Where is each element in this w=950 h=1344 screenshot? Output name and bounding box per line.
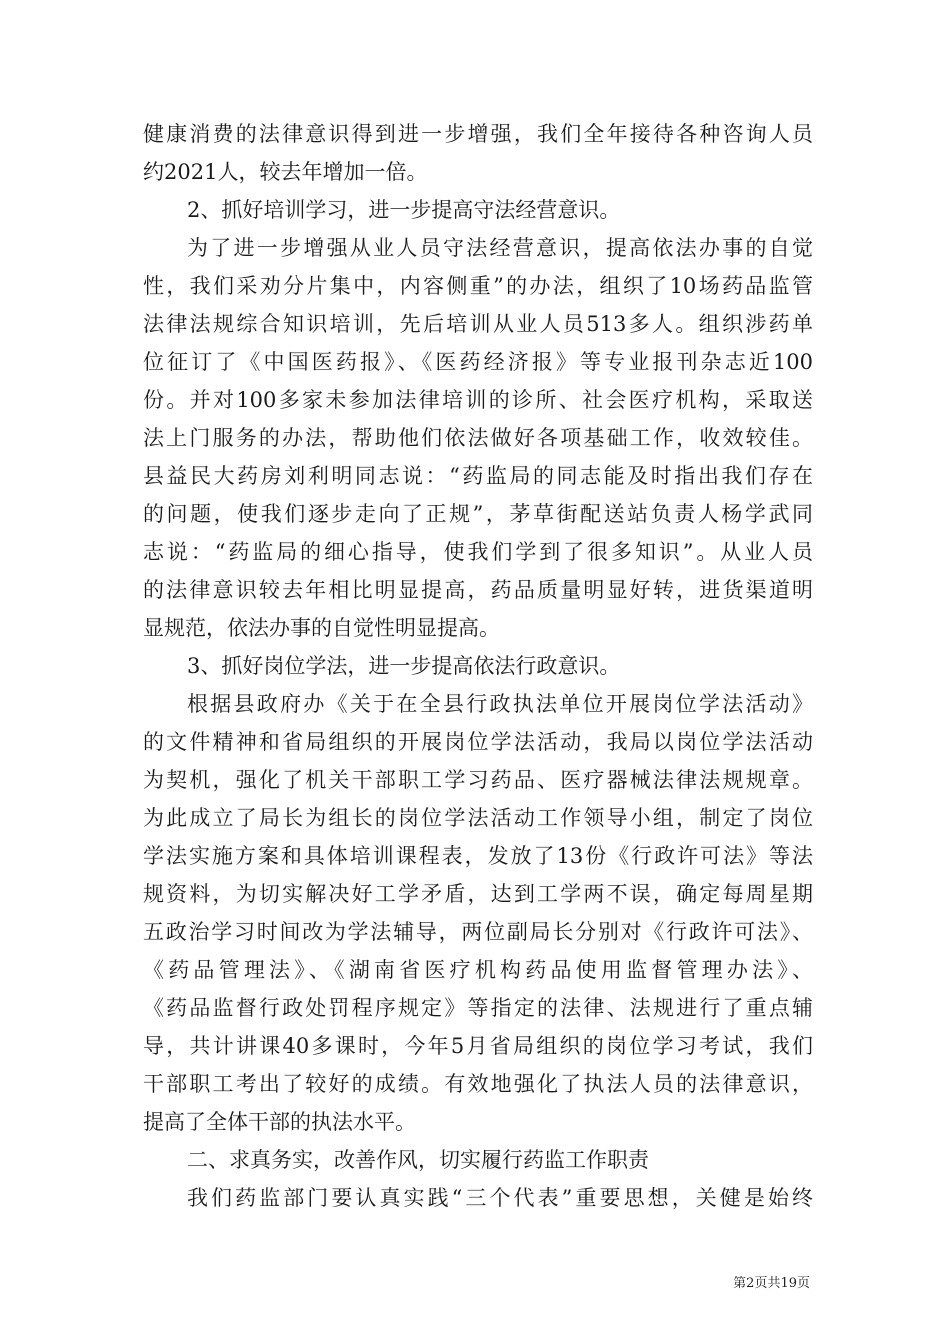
paragraph-line: 为契机，强化了机关干部职工学习药品、医疗器械法律法规规章。 <box>143 768 813 792</box>
paragraph-line: 《药品监督行政处罚程序规定》等指定的法律、法规进行了重点辅 <box>143 996 813 1020</box>
paragraph-line: 五政治学习时间改为学法辅导，两位副局长分别对《行政许可法》、 <box>143 920 813 944</box>
paragraph-line: 的问题，使我们逐步走向了正规”，茅草街配送站负责人杨学武同 <box>143 502 813 526</box>
section-heading: 二、求真务实，改善作风，切实履行药监工作职责 <box>187 1148 649 1172</box>
section-heading: 3、抓好岗位学法，进一步提高依法行政意识。 <box>187 654 621 678</box>
paragraph-line: 提高了全体干部的执法水平。 <box>143 1110 416 1134</box>
paragraph-line: 份。并对100多家未参加法律培训的诊所、社会医疗机构，采取送 <box>143 388 813 412</box>
paragraph-line: 干部职工考出了较好的成绩。有效地强化了执法人员的法律意识， <box>143 1072 813 1096</box>
paragraph-line: 显规范，依法办事的自觉性明显提高。 <box>143 616 500 640</box>
paragraph-line: 学法实施方案和具体培训课程表，发放了13份《行政许可法》等法 <box>143 844 813 868</box>
paragraph-line: 规资料，为切实解决好工学矛盾，达到工学两不误，确定每周星期 <box>143 882 813 906</box>
paragraph-line: 健康消费的法律意识得到进一步增强，我们全年接待各种咨询人员 <box>143 122 813 146</box>
paragraph-line: 根据县政府办《关于在全县行政执法单位开展岗位学法活动》 <box>187 692 813 716</box>
paragraph-line: 为了进一步增强从业人员守法经营意识，提高依法办事的自觉 <box>187 236 813 260</box>
paragraph-line: 位征订了《中国医药报》、《医药经济报》等专业报刊杂志近100 <box>143 350 813 374</box>
paragraph-line: 导，共计讲课40多课时，今年5月省局组织的岗位学习考试，我们 <box>143 1034 813 1058</box>
paragraph-line: 我们药监部门要认真实践“三个代表”重要思想，关健是始终 <box>187 1186 813 1210</box>
paragraph-line: 县益民大药房刘利明同志说：“药监局的同志能及时指出我们存在 <box>143 464 813 488</box>
page-number: 第2页共19页 <box>733 1276 810 1291</box>
section-heading: 2、抓好培训学习，进一步提高守法经营意识。 <box>187 198 621 222</box>
paragraph-line: 法上门服务的办法，帮助他们依法做好各项基础工作，收效较佳。 <box>143 426 813 450</box>
paragraph-line: 《药品管理法》、《湖南省医疗机构药品使用监督管理办法》、 <box>143 958 813 982</box>
paragraph-line: 法律法规综合知识培训，先后培训从业人员513多人。组织涉药单 <box>143 312 813 336</box>
paragraph-line: 志说：“药监局的细心指导，使我们学到了很多知识”。从业人员 <box>143 540 813 564</box>
paragraph-line: 约2021人，较去年增加一倍。 <box>143 160 428 184</box>
paragraph-line: 的文件精神和省局组织的开展岗位学法活动，我局以岗位学法活动 <box>143 730 813 754</box>
paragraph-line: 的法律意识较去年相比明显提高，药品质量明显好转，进货渠道明 <box>143 578 813 602</box>
paragraph-line: 性，我们采劝分片集中，内容侧重”的办法，组织了10场药品监管 <box>143 274 813 298</box>
paragraph-line: 为此成立了局长为组长的岗位学法活动工作领导小组，制定了岗位 <box>143 806 813 830</box>
